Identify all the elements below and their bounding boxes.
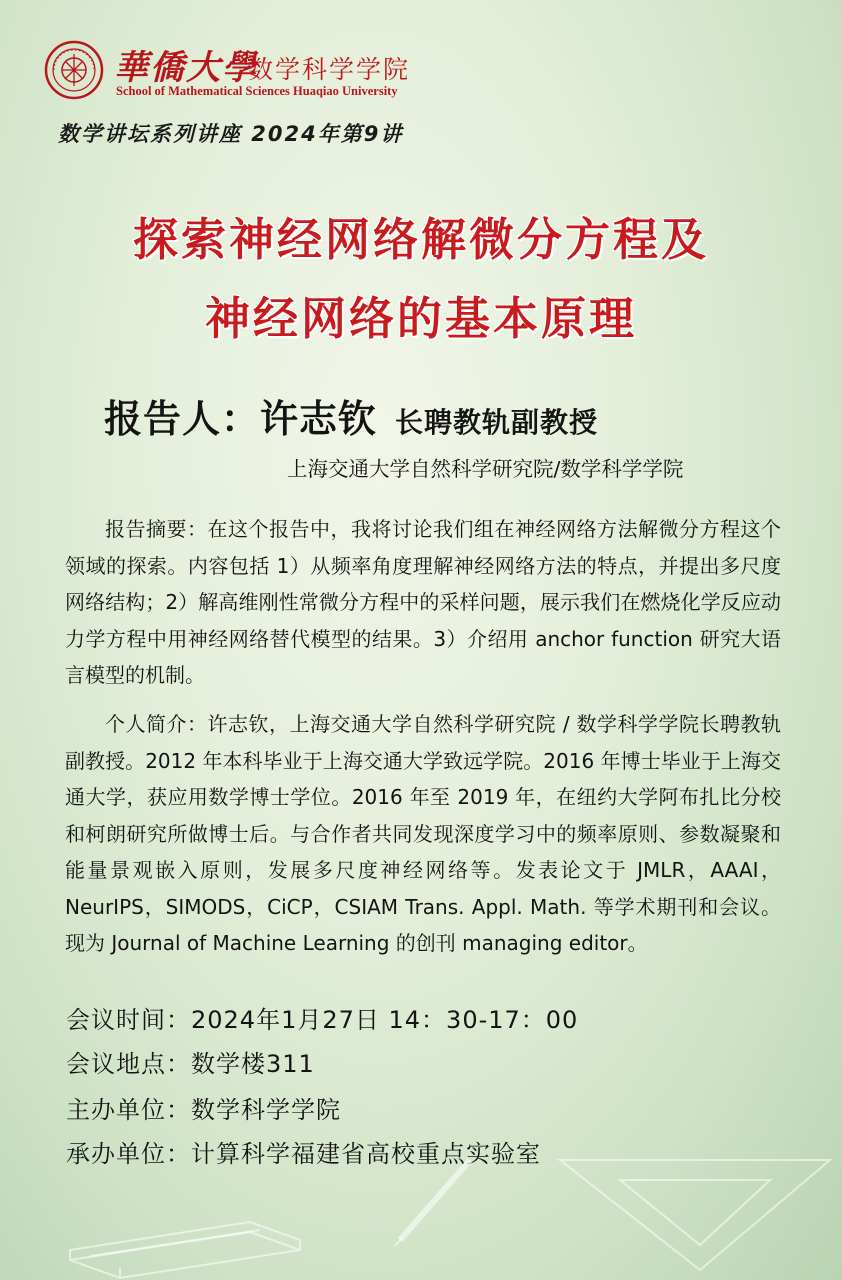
lecture-title-line2: 神经网络的基本原理 <box>204 292 637 345</box>
speaker-row <box>104 388 598 443</box>
university-name-cn: 華僑大學 <box>114 48 258 88</box>
meeting-place: 会议地点：数学楼311 <box>66 1050 315 1078</box>
school-name-en: School of Mathematical Sciences Huaqiao University <box>116 84 398 98</box>
meeting-organizer: 承办单位：计算科学福建省高校重点实验室 <box>66 1140 541 1168</box>
decorative-stationery-illustration <box>0 1120 842 1280</box>
university-seal-logo <box>44 40 104 100</box>
lecture-title-line1: 探索神经网络解微分方程及 <box>132 213 709 266</box>
speaker-affiliation: 上海交通大学自然科学研究院/数学科学学院 <box>287 457 684 481</box>
speaker-name: 许志钦 <box>260 397 378 441</box>
school-name-cn: 数学科学学院 <box>248 55 411 84</box>
speaker-label: 报告人： <box>104 397 261 441</box>
lecture-series: 数学讲坛系列讲座 2024年第9讲 <box>58 122 404 146</box>
meeting-time: 会议时间：2024年1月27日 14：30-17：00 <box>66 1006 579 1034</box>
abstract-paragraph: 报告摘要：在这个报告中，我将讨论我们组在神经网络方法解微分方程这个领域的探索。内容包括 1）从频率角度理解神经网络方法的特点，并提出多尺度网络结构；2）解高维刚性常微分方程中的采样问题，展示我们在燃烧化学反应动力学方程中用神经网络替代模型的结果。3）介绍用 anchor function 研究大语言模型的机制。 <box>65 517 781 687</box>
speaker-position: 长聘教轨副教授 <box>395 406 599 439</box>
bio-paragraph: 个人简介：许志钦，上海交通大学自然科学研究院 / 数学科学学院长聘教轨副教授。2012 年本科毕业于上海交通大学致远学院。2016 年博士毕业于上海交通大学，获应用数学博士学位。2016 年至 2019 年，在纽约大学阿布扎比分校和柯朗研究所做博士后。与合作者共同发现深度学习中的频率原则、参数凝聚和能量景观嵌入原则，发展多尺度神经网络等。发表论文于 JMLR，AAAI，NeurIPS，SIMODS，CiCP，CSIAM Trans. Appl. Math. 等学术期刊和会议。现为 Journal of Machine Learning 的创刊 managing editor。 <box>65 712 781 955</box>
meeting-host: 主办单位：数学科学学院 <box>66 1096 341 1124</box>
